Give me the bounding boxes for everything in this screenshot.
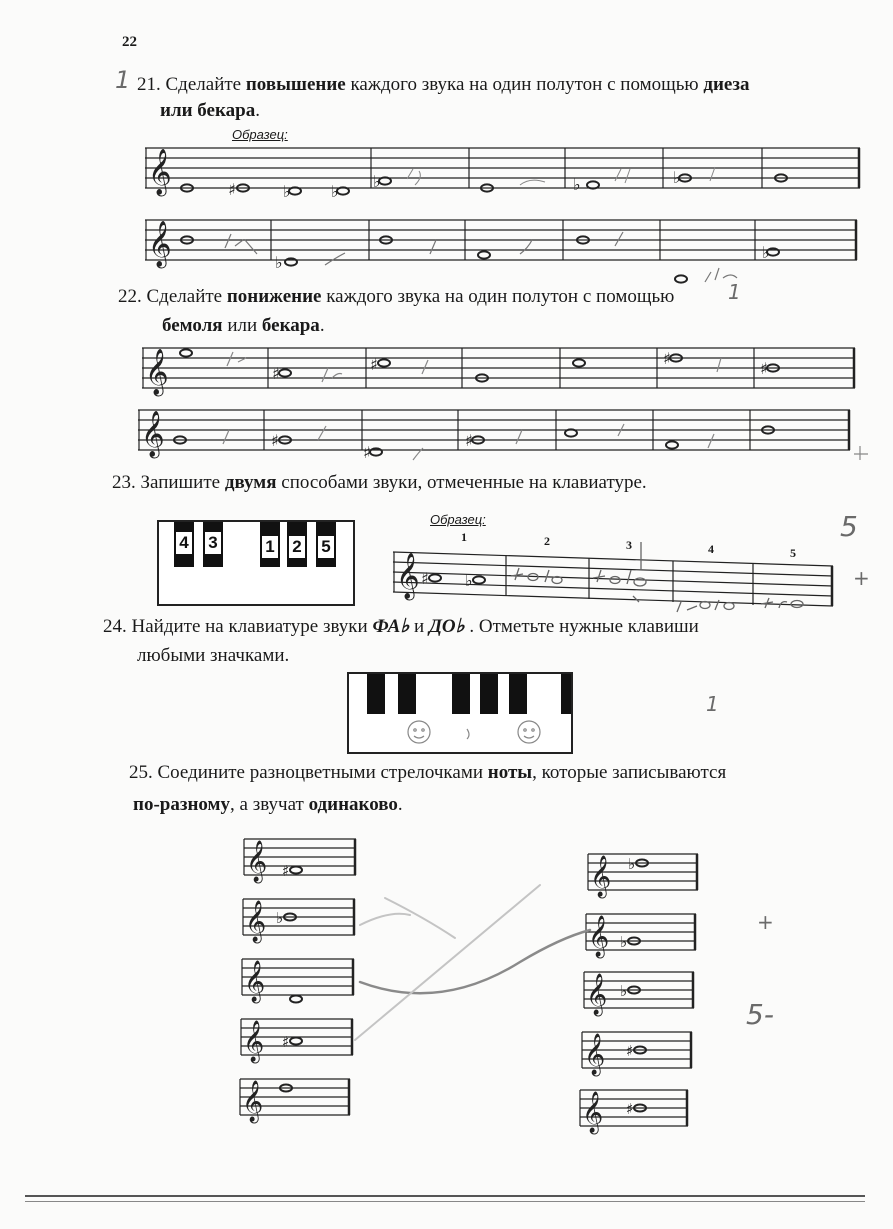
task-24-part: и bbox=[409, 616, 429, 637]
key-label: 4 bbox=[175, 531, 193, 555]
svg-text:♭: ♭ bbox=[373, 172, 381, 191]
task-25-part: Соедините разноцветными стрелочками bbox=[157, 762, 488, 783]
black-key bbox=[316, 522, 336, 567]
task-24-text bbox=[103, 614, 843, 640]
task-23-part: способами звуки, отмеченные на клавиатуре. bbox=[276, 472, 647, 493]
black-key bbox=[174, 522, 194, 567]
task-25-number: 25. bbox=[129, 762, 153, 783]
svg-text:♯: ♯ bbox=[363, 443, 371, 462]
task-24-text-line2 bbox=[137, 643, 289, 669]
svg-text:♭: ♭ bbox=[673, 168, 681, 187]
svg-text:𝄞: 𝄞 bbox=[246, 841, 268, 882]
svg-text:♯: ♯ bbox=[228, 180, 236, 199]
black-key bbox=[287, 522, 307, 567]
task-23-text bbox=[112, 470, 752, 496]
black-key bbox=[260, 522, 280, 567]
pencil-marks bbox=[349, 674, 571, 752]
task-21-part: каждого звука на один полутон с помощью bbox=[345, 74, 704, 95]
column-number: 3 bbox=[626, 538, 632, 552]
svg-text:♭: ♭ bbox=[620, 933, 628, 951]
svg-text:♭: ♭ bbox=[283, 182, 291, 201]
column-number: 2 bbox=[544, 534, 550, 548]
task-24-part: любыми значками. bbox=[137, 645, 290, 666]
staff-21-b bbox=[145, 210, 865, 290]
svg-text:♭: ♭ bbox=[620, 982, 628, 1000]
task-21-part: . bbox=[255, 100, 260, 121]
task-24-bold: ФА♭ bbox=[372, 616, 410, 637]
keyboard-24 bbox=[347, 672, 573, 754]
task-23-part: Запишите bbox=[140, 472, 225, 493]
task-22-part: каждого звука на один полутон с помощью bbox=[321, 286, 675, 307]
svg-text:♯: ♯ bbox=[421, 569, 429, 588]
pencil-mark: 1 bbox=[115, 66, 131, 94]
task-21-part: Сделайте bbox=[165, 74, 246, 95]
task-22-bold: понижение bbox=[226, 286, 322, 307]
task-22-number: 22. bbox=[118, 286, 142, 307]
connecting-lines bbox=[340, 870, 600, 1050]
svg-text:𝄞: 𝄞 bbox=[396, 553, 420, 599]
staff-23 bbox=[393, 540, 843, 620]
svg-text:♯: ♯ bbox=[760, 359, 768, 378]
svg-text:𝄞: 𝄞 bbox=[244, 961, 266, 1002]
task-22-text-line2 bbox=[162, 313, 325, 339]
white-key bbox=[231, 522, 256, 604]
staff-22-a bbox=[142, 338, 862, 408]
task-21-bold: диеза bbox=[703, 74, 750, 95]
pencil-mark: + bbox=[757, 910, 774, 934]
bottom-edge-line bbox=[25, 1195, 865, 1202]
svg-text:𝄞: 𝄞 bbox=[245, 901, 267, 942]
task-24-number: 24. bbox=[103, 616, 127, 637]
pencil-mark: 5- bbox=[746, 998, 774, 1031]
svg-text:𝄞: 𝄞 bbox=[148, 149, 172, 195]
task-25-part: . bbox=[397, 794, 403, 815]
sample-label-23: Образец: bbox=[430, 512, 486, 527]
task-25-bold: по-разному bbox=[133, 794, 231, 815]
svg-text:𝄞: 𝄞 bbox=[243, 1021, 265, 1062]
svg-text:𝄞: 𝄞 bbox=[590, 856, 612, 897]
svg-text:𝄞: 𝄞 bbox=[242, 1081, 264, 1122]
task-21-text bbox=[137, 72, 857, 98]
svg-text:♯: ♯ bbox=[626, 1100, 634, 1118]
svg-text:𝄞: 𝄞 bbox=[141, 411, 165, 457]
svg-text:𝄞: 𝄞 bbox=[586, 974, 608, 1015]
task-22-part: . bbox=[319, 315, 325, 336]
svg-text:♯: ♯ bbox=[271, 431, 279, 450]
svg-text:♯: ♯ bbox=[282, 862, 290, 880]
task-24-part: . Отметьте нужные клавиши bbox=[464, 616, 699, 637]
pencil-mark: 5 bbox=[840, 510, 858, 543]
task-25-part: , которые записываются bbox=[532, 762, 727, 783]
task-23-bold: двумя bbox=[224, 472, 277, 493]
svg-text:♭: ♭ bbox=[276, 909, 284, 927]
black-key bbox=[203, 522, 223, 567]
keyboard-23 bbox=[157, 520, 355, 606]
task-21-text-line2 bbox=[160, 98, 260, 124]
column-number: 1 bbox=[461, 530, 467, 544]
key-label: 1 bbox=[261, 535, 279, 559]
svg-text:𝄞: 𝄞 bbox=[145, 349, 169, 395]
task-23-number: 23. bbox=[112, 472, 136, 493]
sample-label-21: Образец: bbox=[232, 127, 288, 142]
staff-22-b bbox=[138, 400, 868, 480]
page-number: 22 bbox=[122, 34, 137, 50]
task-22-part: Сделайте bbox=[146, 286, 227, 307]
svg-text:𝄞: 𝄞 bbox=[584, 1034, 606, 1075]
svg-text:𝄞: 𝄞 bbox=[588, 916, 610, 957]
svg-text:♭: ♭ bbox=[762, 243, 770, 262]
key-label: 2 bbox=[288, 535, 306, 559]
svg-text:♯: ♯ bbox=[370, 355, 378, 374]
svg-text:♭: ♭ bbox=[573, 175, 581, 194]
svg-text:♯: ♯ bbox=[626, 1042, 634, 1060]
task-24-part: Найдите на клавиатуре звуки bbox=[131, 616, 373, 637]
svg-text:♯: ♯ bbox=[272, 364, 280, 383]
svg-text:♯: ♯ bbox=[282, 1033, 290, 1051]
svg-text:♯: ♯ bbox=[465, 431, 473, 450]
column-number: 5 bbox=[790, 546, 796, 560]
task-25-part: , а звучат bbox=[230, 794, 309, 815]
task-25-text bbox=[129, 760, 849, 786]
svg-text:𝄞: 𝄞 bbox=[148, 221, 172, 267]
pencil-mark: + bbox=[853, 566, 870, 590]
task-21-bold: или бекара bbox=[160, 100, 256, 121]
task-22-bold: бекара bbox=[261, 315, 320, 336]
svg-text:♭: ♭ bbox=[465, 571, 473, 590]
pencil-mark: 1 bbox=[728, 280, 741, 304]
svg-text:♯: ♯ bbox=[663, 349, 671, 368]
svg-text:♭: ♭ bbox=[331, 182, 339, 201]
key-label: 5 bbox=[317, 535, 335, 559]
staff-21-a bbox=[145, 143, 865, 218]
task-21-bold: повышение bbox=[245, 74, 346, 95]
svg-text:♭: ♭ bbox=[275, 253, 283, 272]
svg-text:𝄞: 𝄞 bbox=[582, 1092, 604, 1133]
task-22-part: или bbox=[222, 315, 262, 336]
task-21-number: 21. bbox=[137, 74, 161, 95]
column-number: 4 bbox=[708, 542, 714, 556]
pencil-mark: 1 bbox=[706, 692, 719, 716]
task-25-bold: ноты bbox=[487, 762, 533, 783]
key-label: 3 bbox=[204, 531, 222, 555]
task-22-bold: бемоля bbox=[162, 315, 223, 336]
task-24-bold: ДО♭ bbox=[428, 616, 465, 637]
task-25-bold: одинаково bbox=[308, 794, 398, 815]
task-25-text-line2 bbox=[133, 792, 403, 818]
svg-text:♭: ♭ bbox=[628, 855, 636, 873]
